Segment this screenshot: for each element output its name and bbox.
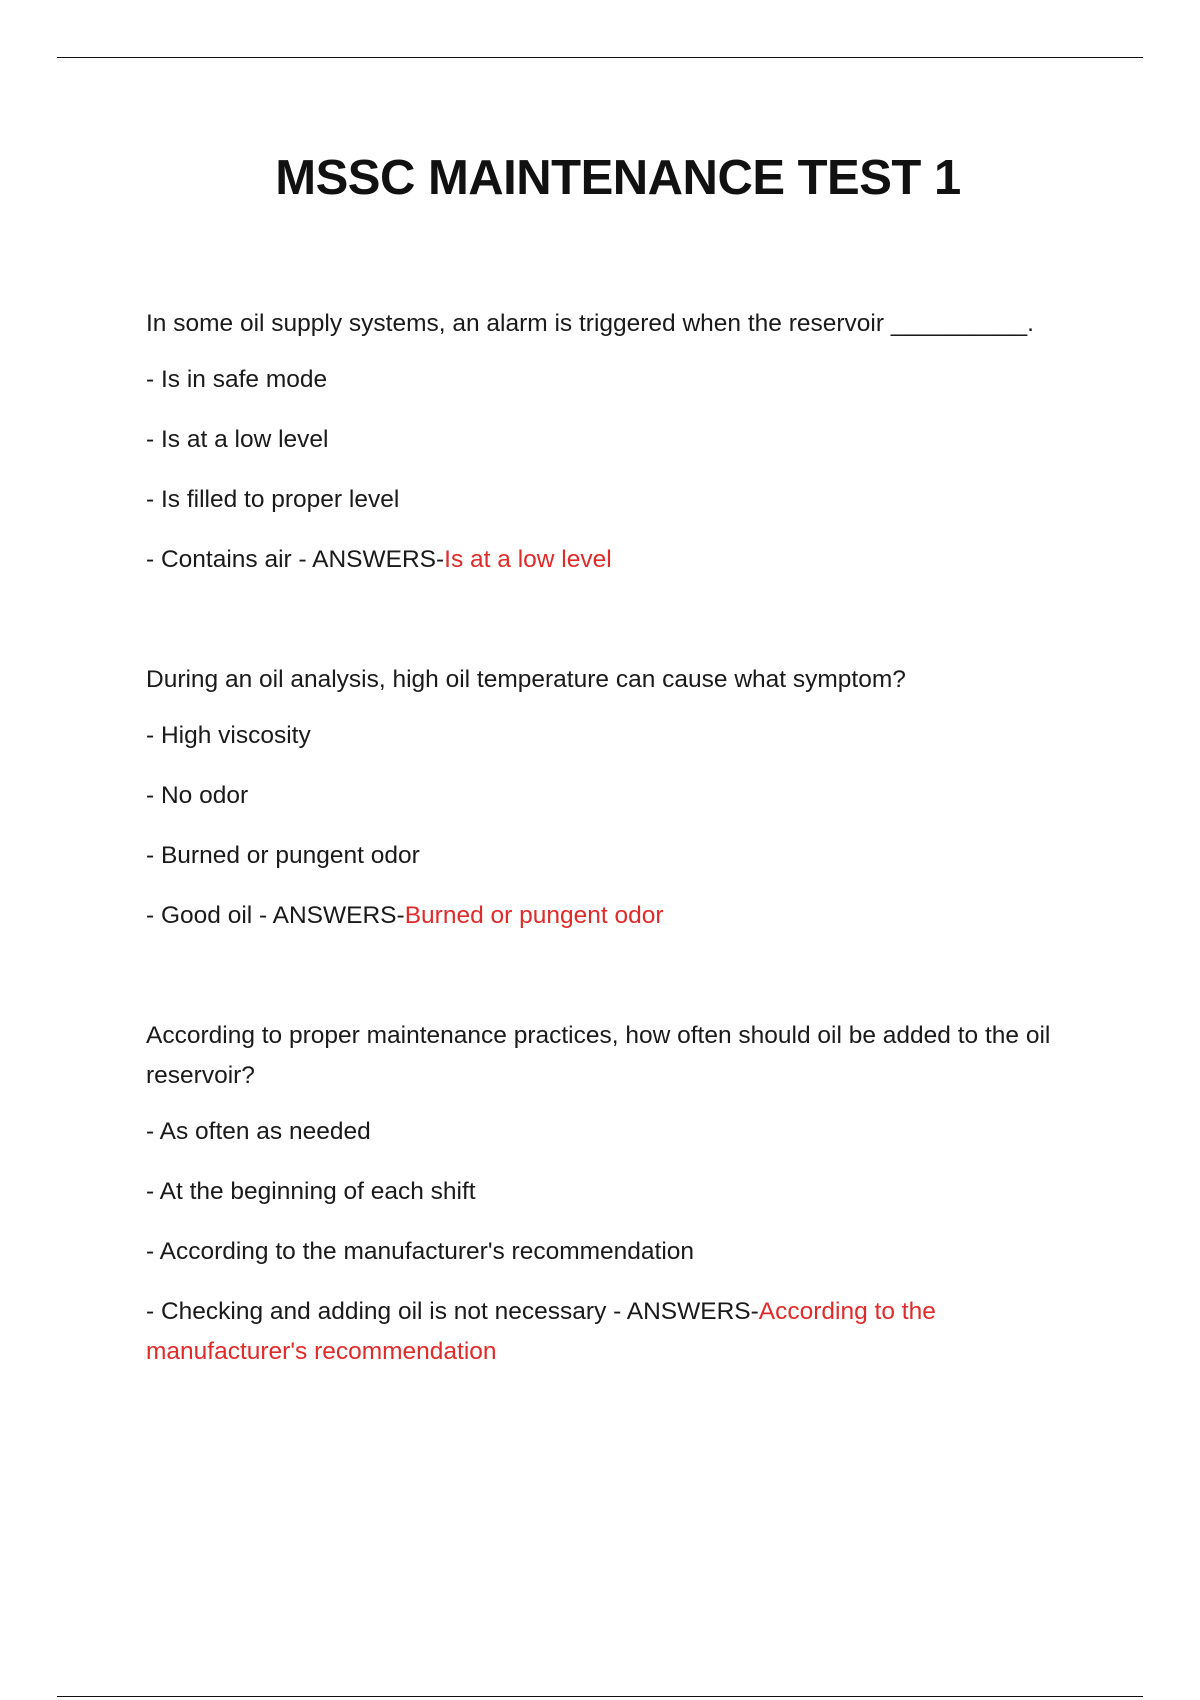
option-with-answer <box>146 1292 1086 1372</box>
question-text: During an oil analysis, high oil temperature can cause what symptom? <box>146 666 906 693</box>
answers-label: - ANSWERS- <box>291 546 445 573</box>
option: - Checking and adding oil is not necessary <box>146 1298 607 1325</box>
top-rule <box>57 57 1143 58</box>
option: - As often as needed <box>146 1118 371 1145</box>
option: - At the beginning of each shift <box>146 1178 476 1205</box>
option: - Is at a low level <box>146 426 329 453</box>
page-title: MSSC MAINTENANCE TEST 1 <box>275 151 961 205</box>
answers-label: - ANSWERS- <box>606 1298 759 1325</box>
option: - High viscosity <box>146 722 311 749</box>
option: - Contains air <box>146 546 292 573</box>
answer-text: According to the manufacturer's recommendation <box>146 1298 936 1365</box>
answer-text: Burned or pungent odor <box>404 902 664 929</box>
bottom-rule <box>57 1696 1143 1697</box>
question-block-2 <box>146 660 1086 936</box>
question-block-1 <box>146 304 1086 580</box>
option: - Is filled to proper level <box>146 486 400 513</box>
document-body <box>146 304 1086 1392</box>
answer-text: Is at a low level <box>444 546 612 573</box>
question-block-3 <box>146 1016 1086 1372</box>
option: - Is in safe mode <box>146 366 328 393</box>
question-text: In some oil supply systems, an alarm is triggered when the reservoir __________. <box>146 310 1034 337</box>
option-with-answer <box>146 540 1086 580</box>
option: - Burned or pungent odor <box>146 842 420 869</box>
question-text: According to proper maintenance practices, how often should oil be added to the oil reservoir? <box>146 1022 1051 1089</box>
option-with-answer <box>146 896 1086 936</box>
option: - No odor <box>146 782 249 809</box>
option: - Good oil <box>146 902 253 929</box>
option: - According to the manufacturer's recommendation <box>146 1238 695 1265</box>
answers-label: - ANSWERS- <box>252 902 405 929</box>
